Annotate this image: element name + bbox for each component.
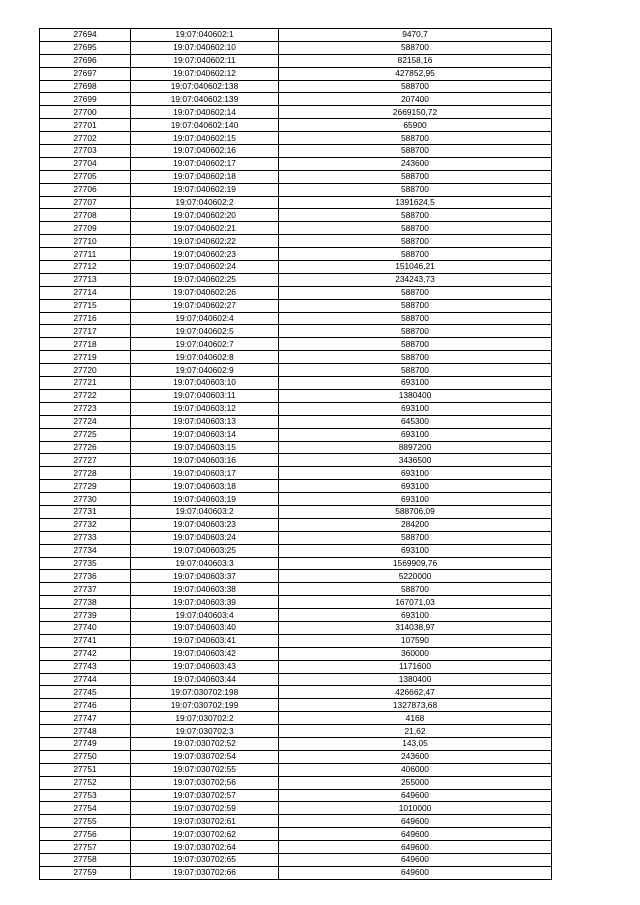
table-row: [40, 286, 552, 299]
table-row: [40, 531, 552, 544]
row-number-cell: 27745: [40, 686, 131, 699]
value-cell: 649600: [279, 789, 552, 802]
value-cell: 167071,03: [279, 596, 552, 609]
table-row: [40, 583, 552, 596]
cadastral-number-cell: 19:07:040603:13: [131, 415, 279, 428]
table-row: [40, 866, 552, 879]
row-number-cell: 27698: [40, 80, 131, 93]
row-number-cell: 27733: [40, 531, 131, 544]
table-row: [40, 389, 552, 402]
cadastral-number-cell: 19:07:040602:5: [131, 325, 279, 338]
value-cell: 1380400: [279, 389, 552, 402]
value-cell: 8897200: [279, 441, 552, 454]
table-row: [40, 467, 552, 480]
table-row: [40, 841, 552, 854]
row-number-cell: 27729: [40, 480, 131, 493]
row-number-cell: 27695: [40, 41, 131, 54]
value-cell: 693100: [279, 609, 552, 622]
table-row: [40, 441, 552, 454]
value-cell: 234243,73: [279, 273, 552, 286]
row-number-cell: 27750: [40, 750, 131, 763]
row-number-cell: 27712: [40, 261, 131, 274]
table-row: [40, 454, 552, 467]
value-cell: 588700: [279, 338, 552, 351]
row-number-cell: 27758: [40, 854, 131, 867]
row-number-cell: 27749: [40, 737, 131, 750]
table-row: [40, 402, 552, 415]
cadastral-number-cell: 19:07:040602:11: [131, 54, 279, 67]
row-number-cell: 27752: [40, 776, 131, 789]
value-cell: 649600: [279, 828, 552, 841]
cadastral-number-cell: 19:07:040603:37: [131, 570, 279, 583]
row-number-cell: 27722: [40, 389, 131, 402]
row-number-cell: 27706: [40, 183, 131, 196]
table-row: [40, 338, 552, 351]
cadastral-number-cell: 19:07:040603:40: [131, 621, 279, 634]
cadastral-number-cell: 19:07:030702:55: [131, 763, 279, 776]
value-cell: 588700: [279, 531, 552, 544]
table-row: [40, 222, 552, 235]
table-row: [40, 119, 552, 132]
table-row: [40, 802, 552, 815]
value-cell: 1171600: [279, 660, 552, 673]
table-row: [40, 480, 552, 493]
table-row: [40, 364, 552, 377]
table-row: [40, 157, 552, 170]
table-row: [40, 54, 552, 67]
cadastral-number-cell: 19:07:030702:198: [131, 686, 279, 699]
table-row: [40, 415, 552, 428]
row-number-cell: 27711: [40, 248, 131, 261]
cadastral-number-cell: 19:07:040602:19: [131, 183, 279, 196]
cadastral-number-cell: 19:07:040602:23: [131, 248, 279, 261]
table-row: [40, 106, 552, 119]
table-row: [40, 493, 552, 506]
row-number-cell: 27696: [40, 54, 131, 67]
cadastral-number-cell: 19:07:040603:12: [131, 402, 279, 415]
value-cell: 649600: [279, 815, 552, 828]
row-number-cell: 27724: [40, 415, 131, 428]
table-row: [40, 673, 552, 686]
row-number-cell: 27721: [40, 377, 131, 390]
value-cell: 588700: [279, 351, 552, 364]
cadastral-number-cell: 19:07:030702:64: [131, 841, 279, 854]
row-number-cell: 27709: [40, 222, 131, 235]
row-number-cell: 27708: [40, 209, 131, 222]
cadastral-number-cell: 19:07:030702:2: [131, 712, 279, 725]
cadastral-number-cell: 19:07:040602:15: [131, 132, 279, 145]
cadastral-number-cell: 19:07:040603:43: [131, 660, 279, 673]
table-row: [40, 29, 552, 42]
row-number-cell: 27713: [40, 273, 131, 286]
row-number-cell: 27728: [40, 467, 131, 480]
cadastral-number-cell: 19:07:040602:25: [131, 273, 279, 286]
row-number-cell: 27719: [40, 351, 131, 364]
table-row: [40, 93, 552, 106]
value-cell: 143,05: [279, 737, 552, 750]
cadastral-number-cell: 19:07:040603:44: [131, 673, 279, 686]
row-number-cell: 27707: [40, 196, 131, 209]
cadastral-number-cell: 19:07:030702:59: [131, 802, 279, 815]
table-row: [40, 712, 552, 725]
cadastral-number-cell: 19:07:040603:19: [131, 493, 279, 506]
cadastral-number-cell: 19:07:040602:16: [131, 145, 279, 158]
value-cell: 588700: [279, 299, 552, 312]
row-number-cell: 27747: [40, 712, 131, 725]
value-cell: 65900: [279, 119, 552, 132]
table-row: [40, 273, 552, 286]
cadastral-number-cell: 19:07:040602:4: [131, 312, 279, 325]
table-row: [40, 80, 552, 93]
value-cell: 588706,09: [279, 505, 552, 518]
table-row: [40, 299, 552, 312]
cadastral-number-cell: 19:07:040602:12: [131, 67, 279, 80]
value-cell: 693100: [279, 377, 552, 390]
cadastral-number-cell: 19:07:040602:138: [131, 80, 279, 93]
value-cell: 693100: [279, 467, 552, 480]
cadastral-number-cell: 19:07:040603:11: [131, 389, 279, 402]
table-body: [40, 29, 552, 880]
cadastral-number-cell: 19:07:040602:1: [131, 29, 279, 42]
cadastral-number-cell: 19:07:040602:2: [131, 196, 279, 209]
value-cell: 588700: [279, 235, 552, 248]
row-number-cell: 27701: [40, 119, 131, 132]
table-row: [40, 248, 552, 261]
value-cell: 207400: [279, 93, 552, 106]
table-row: [40, 196, 552, 209]
table-row: [40, 750, 552, 763]
row-number-cell: 27755: [40, 815, 131, 828]
table-row: [40, 544, 552, 557]
cadastral-number-cell: 19:07:030702:57: [131, 789, 279, 802]
table-row: [40, 312, 552, 325]
value-cell: 645300: [279, 415, 552, 428]
table-row: [40, 725, 552, 738]
row-number-cell: 27704: [40, 157, 131, 170]
cadastral-number-cell: 19:07:030702:66: [131, 866, 279, 879]
cadastral-number-cell: 19:07:040602:21: [131, 222, 279, 235]
value-cell: 4168: [279, 712, 552, 725]
value-cell: 649600: [279, 866, 552, 879]
table-row: [40, 235, 552, 248]
value-cell: 588700: [279, 222, 552, 235]
cadastral-number-cell: 19:07:040602:18: [131, 170, 279, 183]
row-number-cell: 27746: [40, 699, 131, 712]
row-number-cell: 27743: [40, 660, 131, 673]
row-number-cell: 27703: [40, 145, 131, 158]
value-cell: 1569909,76: [279, 557, 552, 570]
cadastral-number-cell: 19:07:040602:27: [131, 299, 279, 312]
row-number-cell: 27740: [40, 621, 131, 634]
cadastral-number-cell: 19:07:030702:54: [131, 750, 279, 763]
cadastral-number-cell: 19:07:040602:24: [131, 261, 279, 274]
table-row: [40, 789, 552, 802]
value-cell: 693100: [279, 428, 552, 441]
value-cell: 9470,7: [279, 29, 552, 42]
row-number-cell: 27726: [40, 441, 131, 454]
value-cell: 284200: [279, 518, 552, 531]
row-number-cell: 27736: [40, 570, 131, 583]
row-number-cell: 27741: [40, 634, 131, 647]
value-cell: 255000: [279, 776, 552, 789]
value-cell: 693100: [279, 402, 552, 415]
value-cell: 588700: [279, 145, 552, 158]
row-number-cell: 27744: [40, 673, 131, 686]
cadastral-number-cell: 19:07:040602:139: [131, 93, 279, 106]
value-cell: 588700: [279, 41, 552, 54]
cadastral-number-cell: 19:07:040603:42: [131, 647, 279, 660]
value-cell: 649600: [279, 841, 552, 854]
value-cell: 107590: [279, 634, 552, 647]
cadastral-number-cell: 19:07:040603:14: [131, 428, 279, 441]
row-number-cell: 27716: [40, 312, 131, 325]
value-cell: 2669150,72: [279, 106, 552, 119]
table-row: [40, 557, 552, 570]
cadastral-number-cell: 19:07:040602:26: [131, 286, 279, 299]
value-cell: 588700: [279, 583, 552, 596]
cadastral-number-cell: 19:07:040602:9: [131, 364, 279, 377]
row-number-cell: 27710: [40, 235, 131, 248]
cadastral-number-cell: 19:07:040603:2: [131, 505, 279, 518]
value-cell: 243600: [279, 750, 552, 763]
table-row: [40, 686, 552, 699]
value-cell: 588700: [279, 248, 552, 261]
value-cell: 588700: [279, 183, 552, 196]
cadastral-number-cell: 19:07:040602:8: [131, 351, 279, 364]
cadastral-number-cell: 19:07:040602:20: [131, 209, 279, 222]
row-number-cell: 27732: [40, 518, 131, 531]
value-cell: 588700: [279, 170, 552, 183]
table-row: [40, 647, 552, 660]
table-row: [40, 518, 552, 531]
row-number-cell: 27720: [40, 364, 131, 377]
value-cell: 82158,16: [279, 54, 552, 67]
cadastral-number-cell: 19:07:040603:17: [131, 467, 279, 480]
row-number-cell: 27759: [40, 866, 131, 879]
table-row: [40, 609, 552, 622]
cadastral-number-cell: 19:07:040603:38: [131, 583, 279, 596]
value-cell: 360000: [279, 647, 552, 660]
cadastral-number-cell: 19:07:040603:3: [131, 557, 279, 570]
row-number-cell: 27705: [40, 170, 131, 183]
cadastral-number-cell: 19:07:040603:23: [131, 518, 279, 531]
row-number-cell: 27723: [40, 402, 131, 415]
value-cell: 649600: [279, 854, 552, 867]
cadastral-number-cell: 19:07:030702:65: [131, 854, 279, 867]
value-cell: 1327873,68: [279, 699, 552, 712]
row-number-cell: 27756: [40, 828, 131, 841]
cadastral-number-cell: 19:07:040603:25: [131, 544, 279, 557]
table-row: [40, 41, 552, 54]
table-row: [40, 776, 552, 789]
table-row: [40, 699, 552, 712]
value-cell: 5220000: [279, 570, 552, 583]
table-row: [40, 634, 552, 647]
cadastral-number-cell: 19:07:040602:22: [131, 235, 279, 248]
row-number-cell: 27742: [40, 647, 131, 660]
row-number-cell: 27702: [40, 132, 131, 145]
table-row: [40, 377, 552, 390]
value-cell: 588700: [279, 325, 552, 338]
value-cell: 3436500: [279, 454, 552, 467]
table-row: [40, 737, 552, 750]
cadastral-number-cell: 19:07:030702:199: [131, 699, 279, 712]
value-cell: 1380400: [279, 673, 552, 686]
row-number-cell: 27715: [40, 299, 131, 312]
value-cell: 693100: [279, 544, 552, 557]
value-cell: 426662,47: [279, 686, 552, 699]
row-number-cell: 27717: [40, 325, 131, 338]
value-cell: 588700: [279, 80, 552, 93]
table-row: [40, 828, 552, 841]
cadastral-number-cell: 19:07:030702:52: [131, 737, 279, 750]
cadastral-number-cell: 19:07:030702:61: [131, 815, 279, 828]
value-cell: 588700: [279, 364, 552, 377]
table-row: [40, 132, 552, 145]
table-row: [40, 209, 552, 222]
table-row: [40, 660, 552, 673]
value-cell: 314038,97: [279, 621, 552, 634]
cadastral-number-cell: 19:07:040603:16: [131, 454, 279, 467]
cadastral-number-cell: 19:07:040603:24: [131, 531, 279, 544]
table-row: [40, 351, 552, 364]
cadastral-number-cell: 19:07:040603:18: [131, 480, 279, 493]
value-cell: 1010000: [279, 802, 552, 815]
cadastral-number-cell: 19:07:040603:15: [131, 441, 279, 454]
row-number-cell: 27738: [40, 596, 131, 609]
value-cell: 1391624,5: [279, 196, 552, 209]
table-row: [40, 854, 552, 867]
table-row: [40, 428, 552, 441]
value-cell: 693100: [279, 493, 552, 506]
cadastral-number-cell: 19:07:040602:10: [131, 41, 279, 54]
table-row: [40, 261, 552, 274]
value-cell: 588700: [279, 209, 552, 222]
cadastral-number-cell: 19:07:040602:140: [131, 119, 279, 132]
row-number-cell: 27753: [40, 789, 131, 802]
row-number-cell: 27697: [40, 67, 131, 80]
row-number-cell: 27754: [40, 802, 131, 815]
value-cell: 588700: [279, 286, 552, 299]
row-number-cell: 27734: [40, 544, 131, 557]
value-cell: 693100: [279, 480, 552, 493]
table-row: [40, 145, 552, 158]
table-row: [40, 763, 552, 776]
table-row: [40, 67, 552, 80]
cadastral-number-cell: 19:07:030702:62: [131, 828, 279, 841]
cadastral-number-cell: 19:07:040602:14: [131, 106, 279, 119]
table-row: [40, 170, 552, 183]
table-row: [40, 596, 552, 609]
value-cell: 427852,95: [279, 67, 552, 80]
row-number-cell: 27748: [40, 725, 131, 738]
cadastral-number-cell: 19:07:030702:56: [131, 776, 279, 789]
row-number-cell: 27718: [40, 338, 131, 351]
row-number-cell: 27731: [40, 505, 131, 518]
cadastral-number-cell: 19:07:040602:7: [131, 338, 279, 351]
table-row: [40, 325, 552, 338]
row-number-cell: 27737: [40, 583, 131, 596]
cadastral-number-cell: 19:07:040603:10: [131, 377, 279, 390]
table-row: [40, 505, 552, 518]
row-number-cell: 27739: [40, 609, 131, 622]
cadastral-number-cell: 19:07:030702:3: [131, 725, 279, 738]
row-number-cell: 27751: [40, 763, 131, 776]
table-row: [40, 570, 552, 583]
data-table: [39, 28, 552, 880]
row-number-cell: 27700: [40, 106, 131, 119]
row-number-cell: 27757: [40, 841, 131, 854]
row-number-cell: 27725: [40, 428, 131, 441]
value-cell: 588700: [279, 132, 552, 145]
value-cell: 151046,21: [279, 261, 552, 274]
row-number-cell: 27727: [40, 454, 131, 467]
table-row: [40, 621, 552, 634]
value-cell: 243600: [279, 157, 552, 170]
table-row: [40, 183, 552, 196]
row-number-cell: 27699: [40, 93, 131, 106]
value-cell: 588700: [279, 312, 552, 325]
value-cell: 21,62: [279, 725, 552, 738]
row-number-cell: 27730: [40, 493, 131, 506]
cadastral-number-cell: 19:07:040603:41: [131, 634, 279, 647]
cadastral-number-cell: 19:07:040603:39: [131, 596, 279, 609]
table-row: [40, 815, 552, 828]
row-number-cell: 27735: [40, 557, 131, 570]
row-number-cell: 27714: [40, 286, 131, 299]
cadastral-number-cell: 19:07:040602:17: [131, 157, 279, 170]
cadastral-number-cell: 19:07:040603:4: [131, 609, 279, 622]
row-number-cell: 27694: [40, 29, 131, 42]
value-cell: 406000: [279, 763, 552, 776]
